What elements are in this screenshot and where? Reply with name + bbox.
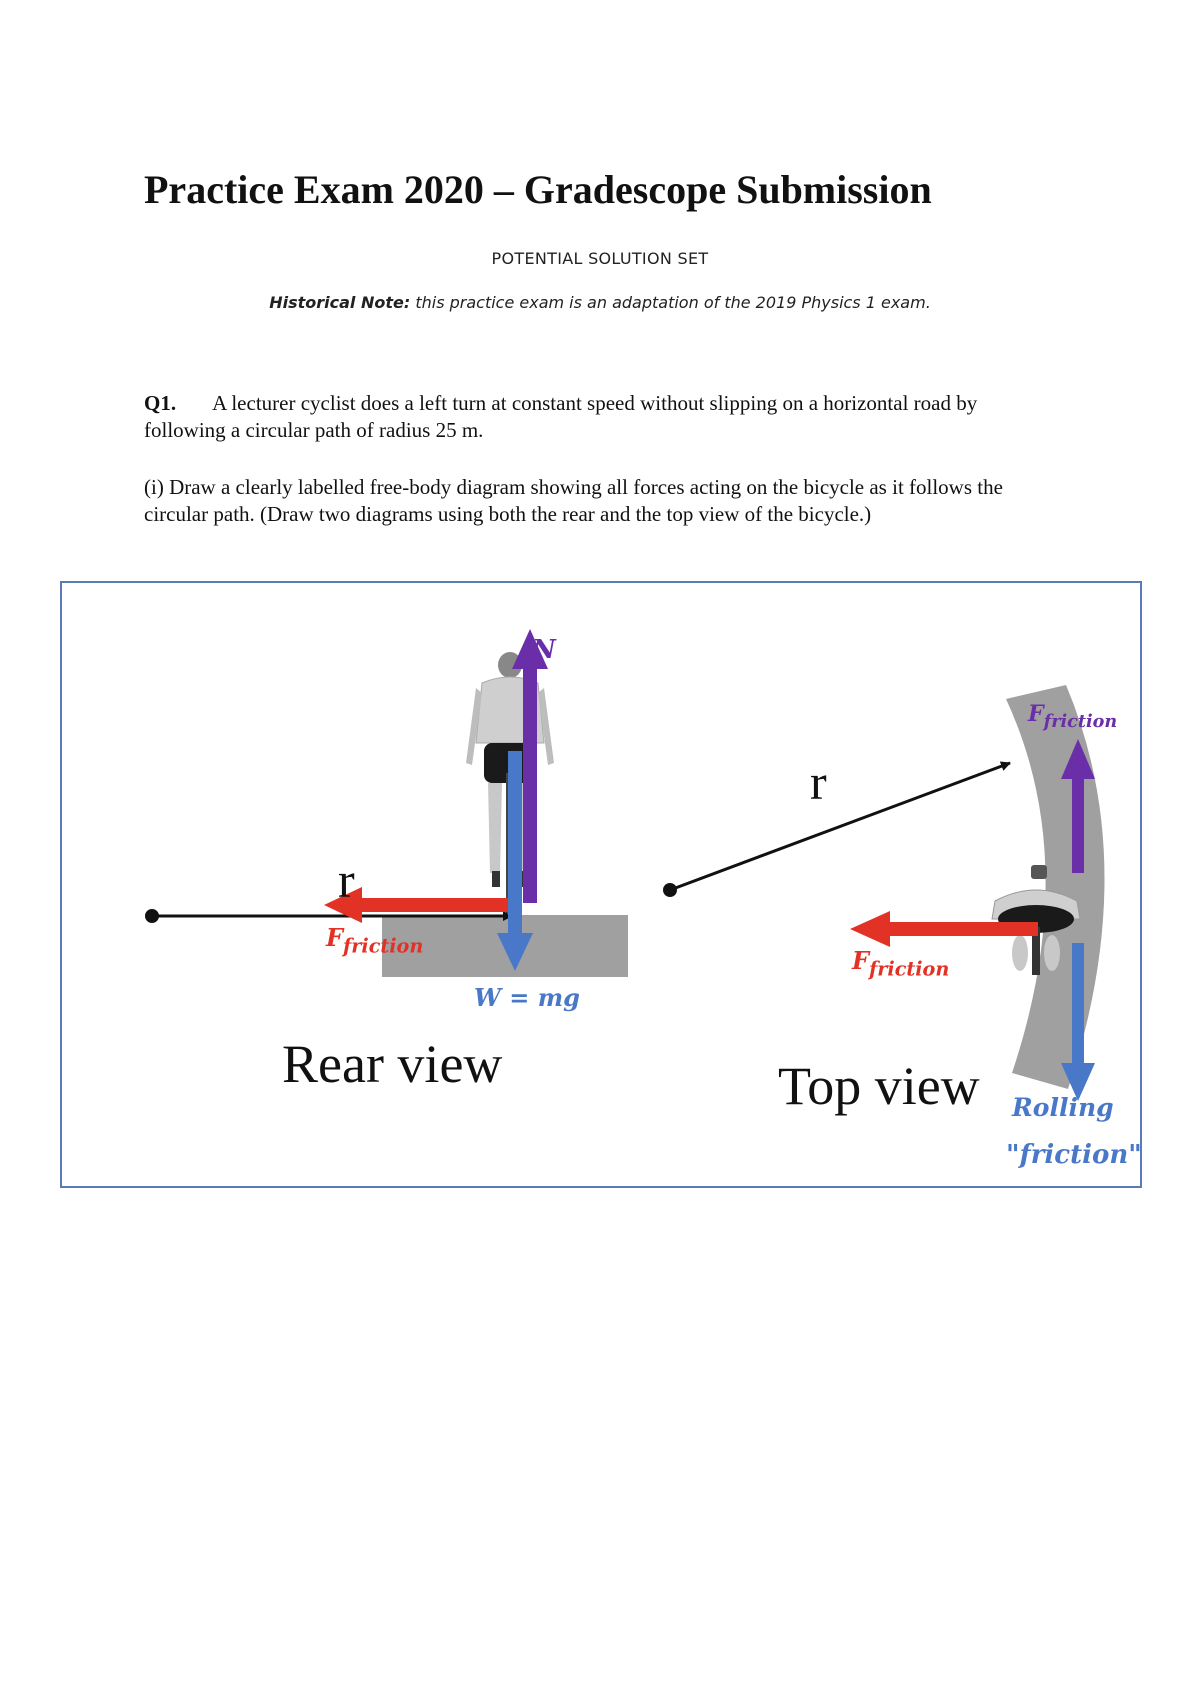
top-radius-line [670, 763, 1010, 890]
normal-force-label: N [532, 635, 556, 665]
historical-note-label: Historical Note: [269, 293, 411, 312]
rear-center-dot [145, 909, 159, 923]
rolling-label: Rolling [1012, 1093, 1114, 1122]
page-subtitle: POTENTIAL SOLUTION SET [491, 249, 709, 268]
historical-note [0, 293, 1200, 312]
rear-view-caption: Rear view [282, 1034, 503, 1094]
top-friction-left-arrowhead [850, 911, 890, 947]
question-1 [144, 390, 1024, 444]
question-number: Q1. [144, 391, 177, 415]
rolling-friction-label: "friction" [1006, 1140, 1142, 1170]
curved-road [1006, 685, 1105, 1089]
historical-note-text: this practice exam is an adaptation of the 2019 Physics 1 exam. [415, 293, 931, 312]
free-body-diagram-figure [60, 581, 1142, 1188]
question-text: A lecturer cyclist does a left turn at constant speed without slipping on a horizontal road by following a circular path of radius 25 m. [144, 391, 978, 442]
weight-label: W = mg [474, 983, 580, 1012]
rear-friction-label: $F_{friction}$ [326, 923, 424, 958]
top-friction-up-label: $F_{friction}$ [1028, 701, 1118, 733]
free-body-diagram-svg [62, 583, 1144, 1190]
rear-radius-label: r [338, 852, 355, 908]
top-center-dot [663, 883, 677, 897]
top-radius-label: r [810, 754, 827, 810]
top-view-caption: Top view [778, 1056, 980, 1116]
page-title: Practice Exam 2020 – Gradescope Submission [144, 167, 932, 212]
question-1-part-i: (i) Draw a clearly labelled free-body diagram showing all forces acting on the bicycle as it follows the circular path. (Draw two diagrams using both the rear and the top view of the bicycle.) [144, 475, 1003, 526]
top-friction-left-label: $F_{friction}$ [852, 946, 950, 981]
